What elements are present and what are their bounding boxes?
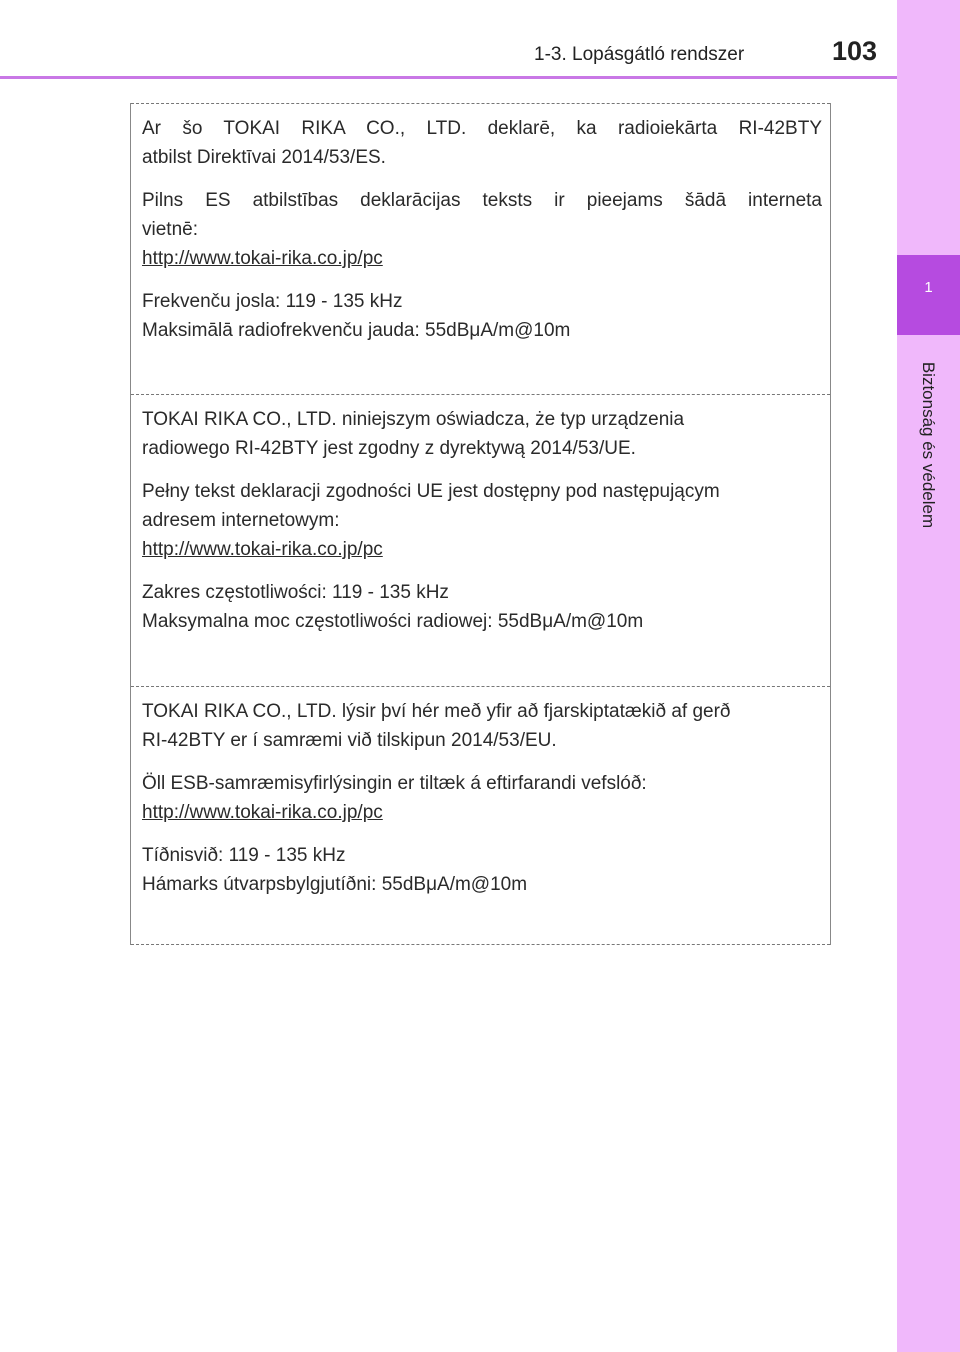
page-number: 103 bbox=[832, 36, 878, 66]
declaration-text-line: radiowego RI-42BTY jest zgodny z dyrektywą 2014/53/UE. bbox=[142, 438, 636, 459]
chapter-number: 1 bbox=[924, 279, 933, 296]
max-power-text: Hámarks útvarpsbylgjutíðni: 55dBμA/m@10m bbox=[142, 874, 528, 895]
fulltext-info-line: Öll ESB-samræmisyfirlýsingin er tiltæk á eftirfarandi vefslóð: bbox=[142, 773, 647, 794]
fulltext-info-line: Pełny tekst deklaracji zgodności UE jest dostępny pod następującym bbox=[142, 481, 720, 502]
declaration-url-link[interactable]: http://www.tokai-rika.co.jp/pc bbox=[142, 248, 383, 269]
chapter-title: Biztonság és védelem bbox=[919, 361, 938, 529]
section-title: 1-3. Lopásgátló rendszer bbox=[534, 44, 745, 65]
declaration-text-line: TOKAI RIKA CO., LTD. niniejszym oświadcza, że typ urządzenia bbox=[142, 409, 685, 430]
fulltext-info-line: vietnē: bbox=[142, 219, 198, 240]
declaration-box bbox=[130, 103, 831, 945]
declaration-text-line: RI-42BTY er í samræmi við tilskipun 2014/53/EU. bbox=[142, 730, 557, 751]
declaration-text-line: TOKAI RIKA CO., LTD. lýsir því hér með yfir að fjarskiptatækið af gerð bbox=[142, 701, 731, 722]
chapter-side-tab bbox=[897, 0, 960, 1352]
declaration-text-line: atbilst Direktīvai 2014/53/ES. bbox=[142, 147, 386, 168]
frequency-band-text: Zakres częstotliwości: 119 - 135 kHz bbox=[142, 582, 449, 603]
frequency-band-text: Frekvenču josla: 119 - 135 kHz bbox=[142, 291, 403, 312]
chapter-number-box bbox=[897, 255, 960, 335]
declaration-url-link[interactable]: http://www.tokai-rika.co.jp/pc bbox=[142, 802, 383, 823]
declaration-url-link[interactable]: http://www.tokai-rika.co.jp/pc bbox=[142, 539, 383, 560]
declaration-section-icelandic bbox=[131, 686, 830, 944]
max-power-text: Maksymalna moc częstotliwości radiowej: 55dBμA/m@10m bbox=[142, 611, 644, 632]
frequency-band-text: Tíðnisvið: 119 - 135 kHz bbox=[142, 845, 346, 866]
declaration-section-polish bbox=[131, 394, 830, 686]
fulltext-info-line: Pilns ES atbilstības deklarācijas teksts ir pieejams šādā interneta bbox=[142, 190, 822, 211]
declaration-text-line: Ar šo TOKAI RIKA CO., LTD. deklarē, ka radioiekārta RI-42BTY bbox=[142, 118, 822, 139]
declaration-section-latvian bbox=[131, 103, 830, 393]
fulltext-info-line: adresem internetowym: bbox=[142, 510, 340, 531]
header-divider bbox=[0, 76, 897, 79]
box-bottom-border bbox=[131, 944, 830, 945]
max-power-text: Maksimālā radiofrekvenču jauda: 55dBμA/m@10m bbox=[142, 320, 571, 341]
